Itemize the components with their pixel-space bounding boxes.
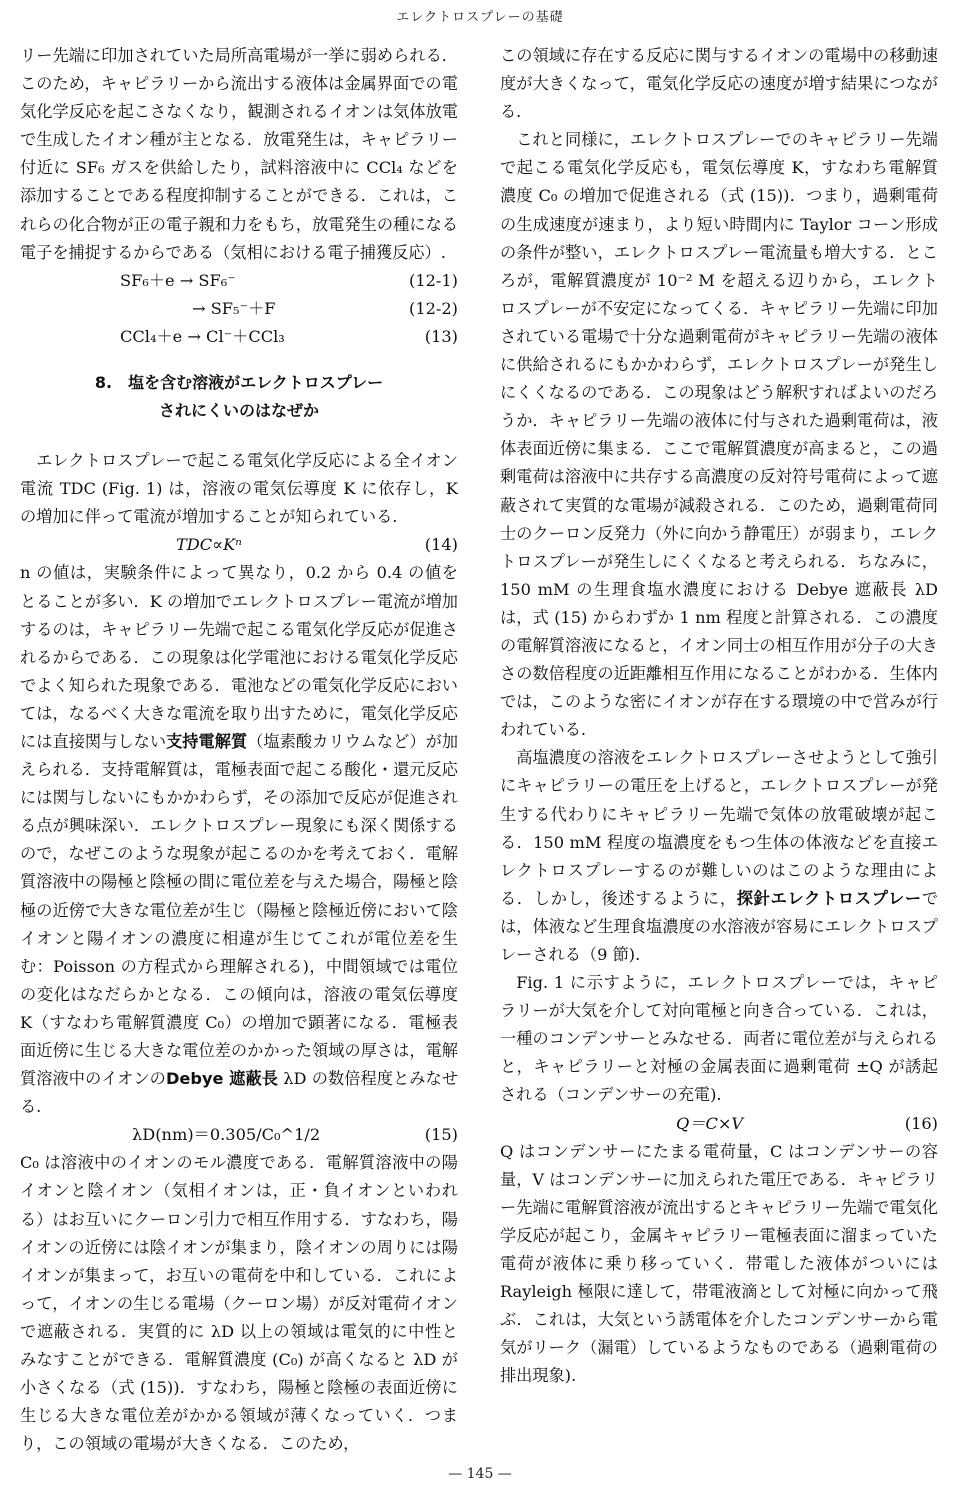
equation-number: (12-2) — [409, 298, 458, 318]
text-run: （塩素酸カリウムなど）が加えられる．支持電解質は，電極表面で起こる酸化・還元反応には関与しないにもかかわらず，その添加で反応が促進される点が興味深い．エレクトロスプレー現象にも深く関係するので，なぜこのような現象が起こるのかを考えておく．電解質溶液中の陽極と陰極の間に電位差を与えた場合，陽極と陰極の近傍で大きな電位差が生じ（陽極と陰極近傍において陰イオンと陽イオンの濃度に相違が生じてこれが電位差を生む：Poisson の方程式から理解される)，中間領域では電位の変化はなだらかとなる．この傾向は，溶液の電気伝導度 K（すなわち電解質濃度 C₀）の増加で顕著になる．電極表面近傍に生じる大きな電位差のかかった領域の厚さは，電解質溶液中のイオンの — [20, 731, 459, 1089]
equation-number: (14) — [424, 535, 458, 555]
equation-expression: Q＝C×V — [676, 1113, 744, 1133]
running-header: エレクトロスプレーの基礎 — [396, 10, 564, 25]
paragraph: Fig. 1 に示すように，エレクトロスプレーでは，キャピラリーが大気を介して対向電極と向き合っている．これは，一種のコンデンサーとみなせる．両者に電位差が与えられると，キャピラリーと対極の金属表面に過剰電荷 ±Q が誘起される（コンデンサーの充電). — [500, 973, 938, 1105]
equation-16 — [500, 1110, 938, 1138]
section-heading-line: 8. 塩を含む溶液がエレクトロスプレー — [94, 373, 384, 393]
equation-expression: λD(nm)＝0.305/C₀^1/2 — [132, 1125, 321, 1145]
paragraph: この領域に存在する反応に関与するイオンの電場中の移動速度が大きくなって，電気化学反応の速度が増す結果につながる. — [500, 46, 938, 122]
bold-term: 探針エレクトロスプレー — [736, 888, 922, 908]
equation-number: (16) — [904, 1113, 938, 1133]
paragraph: リー先端に印加されていた局所高電場が一挙に弱められる．このため，キャピラリーから流出する液体は金属界面での電気化学反応を起こさなくなり，観測されるイオンは気体放電で生成したイオン種が主となる．放電発生は，キャピラリー付近に SF₆ ガスを供給したり，試料溶液中に CCl₄ などを添加することである程度抑制することができる．これは，これらの化合物が正の電子親和力をもち，放電発生の種になる電子を捕捉するからである（気相における電子捕獲反応）. — [20, 46, 458, 262]
text-run: 高塩濃度の溶液をエレクトロスプレーさせようとして強引にキャピラリーの電圧を上げると，エレクトロスプレーが発生する代わりにキャピラリー先端で気体の放電破壊が起こる．150 mM 程度の塩濃度をもつ生体の体液などを直接エレクトロスプレーするのが難しいのはこのような理由による．しかし，後述するように， — [500, 748, 938, 908]
equation-14 — [20, 531, 458, 559]
page-number: — 145 — — [448, 1466, 512, 1482]
text-run: λD の数倍程度とみなせる. — [20, 1069, 459, 1117]
paragraph — [500, 744, 938, 969]
equation-13 — [20, 323, 458, 351]
equation-number: (15) — [424, 1125, 458, 1145]
left-column — [20, 42, 458, 1458]
equation-expression: CCl₄＋e → Cl⁻＋CCl₃ — [120, 326, 285, 346]
section-heading-line: されにくいのはなぜか — [158, 401, 319, 421]
text-run: n の値は，実験条件によって異なり，0.2 から 0.4 の値をとることが多い．K の増加でエレクトロスプレー電流が増加するのは，キャピラリー先端で起こる電気化学反応が促進されるからである．この現象は化学電池における電気化学反応でよく知られた現象である．電池などの電気化学反応においては，なるべく大きな電流を取り出すために，電気化学反応には直接関与しない — [20, 563, 458, 751]
bold-term: Debye 遮蔽長 — [165, 1069, 278, 1089]
paragraph: これと同様に，エレクトロスプレーでのキャピラリー先端で起こる電気化学反応も，電気伝導度 K，すなわち電解質濃度 C₀ の増加で促進される（式 (15))．つまり，過剰電荷の生成速度が速まり，より短い時間内に Taylor コーン形成の条件が整い，エレクトロスプレー電流量も増大する．ところが，電解質濃度が 10⁻² M を超える辺りから，エレクトロスプレーが不安定になってくる．キャピラリー先端に印加されている電場で十分な過剰電荷がキャピラリー先端の液体に供給されるにもかかわらず，エレクトロスプレーが発生しにくくなるのである．この現象はどう解釈すればよいのだろうか．キャピラリー先端の液体に付与された過剰電荷は，液体表面近傍に集まる．ここで電解質濃度が高まると，この過剰電荷は溶液中に共存する高濃度の反対符号電荷によって遮蔽されて実質的な電場が減殺される．このため，過剰電荷同士のクーロン反発力（外に向かう静電圧）が弱まり，エレクトロスプレーが発生しにくくなると考えられる．ちなみに，150 mM の生理食塩水濃度における Debye 遮蔽長 λD は，式 (15) からわずか 1 nm 程度と計算される．この濃度の電解質溶液になると，イオン同士の相互作用が分子の大きさの数倍程度の近距離相互作用になることがわかる．生体内では，このような密にイオンが存在する環境の中で営みが行われている. — [500, 130, 938, 740]
paragraph — [20, 559, 458, 1121]
paragraph: Q はコンデンサーにたまる電荷量，C はコンデンサーの容量，V はコンデンサーに加えられた電圧である．キャピラリー先端に電解質溶液が流出するとキャピラリー先端で電気化学反応が起こり，金属キャピラリー電極表面に溜まっていた電荷が液体に乗り移っていく．帯電した液体がついには Rayleigh 極限に達して，帯電液滴として対極に向かって飛ぶ．これは，大気という誘電体を介したコンデンサーから電気がリーク（漏電）しているようなものである（過剰電荷の排出現象). — [500, 1141, 938, 1386]
equation-number: (12-1) — [409, 270, 458, 290]
equation-12-1 — [20, 267, 458, 295]
right-column — [500, 42, 938, 1391]
equation-expression: → SF₅⁻＋F — [192, 298, 276, 318]
bold-term: 支持電解質 — [166, 731, 248, 751]
text-run: では，体液など生理食塩濃度の水溶液が容易にエレクトロスプレーされる（9 節). — [500, 888, 939, 964]
equation-15 — [20, 1121, 458, 1149]
equation-number: (13) — [424, 326, 458, 346]
equation-expression: TDC∝Kⁿ — [176, 535, 242, 555]
equation-12-2 — [20, 295, 458, 323]
section-heading — [20, 369, 458, 425]
paragraph: C₀ は溶液中のイオンのモル濃度である．電解質溶液中の陽イオンと陰イオン（気相イオンは，正・負イオンといわれる）はお互いにクーロン引力で相互作用する．すなわち，陽イオンの近傍には陰イオンが集まり，陰イオンの周りには陽イオンが集まって，お互いの電荷を中和している．これによって，イオンの生じる電場（クーロン場）が反対電荷イオンで遮蔽される．実質的に λD 以上の領域は電気的に中性とみなすことができる．電解質濃度 (C₀) が高くなると λD が小さくなる（式 (15))．すなわち，陽極と陰極の表面近傍に生じる大きな電位差がかかる領域が薄くなっていく．つまり，この領域の電場が大きくなる．このため， — [20, 1153, 458, 1454]
paragraph: エレクトロスプレーで起こる電気化学反応による全イオン電流 TDC (Fig. 1) は，溶液の電気伝導度 K に依存し，K の増加に伴って電流が増加することが知られている. — [20, 451, 458, 527]
equation-expression: SF₆＋e → SF₆⁻ — [120, 270, 236, 290]
